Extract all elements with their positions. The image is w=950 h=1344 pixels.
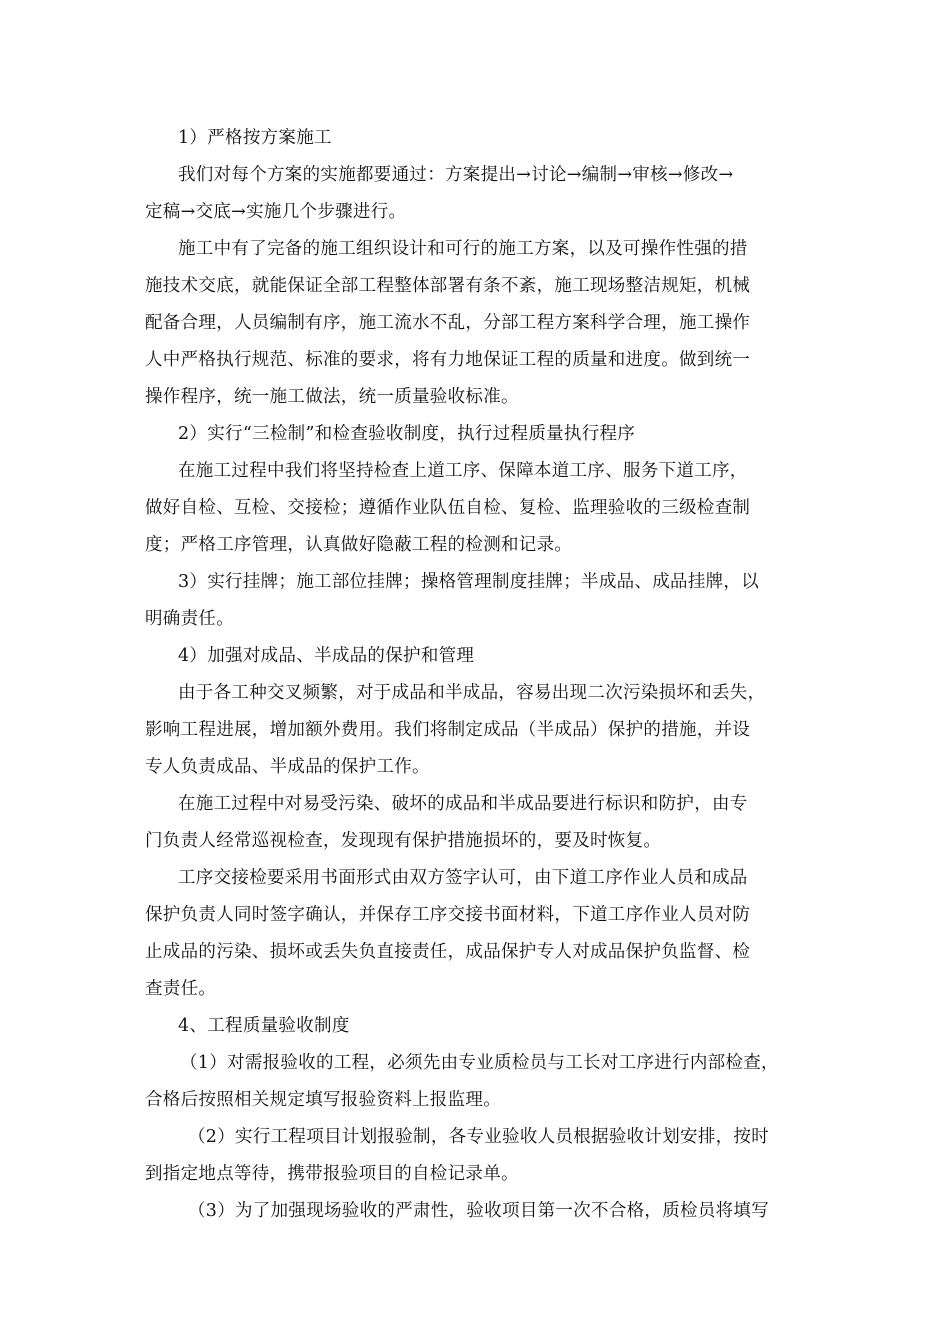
paragraph-line: 在施工过程中对易受污染、破坏的成品和半成品要进行标识和防护，由专	[178, 794, 748, 814]
list-item-3: （3）为了加强现场验收的严肃性，验收项目第一次不合格，质检员将填写	[188, 1201, 770, 1221]
paragraph-line: 做好自检、互检、交接检；遵循作业队伍自检、复检、监理验收的三级检查制	[145, 498, 751, 518]
paragraph-line: 操作程序，统一施工做法，统一质量验收标准。	[145, 387, 519, 407]
list-item-2: （2）实行工程项目计划报验制，各专业验收人员根据验收计划安排，按时	[188, 1127, 770, 1147]
paragraph-line: 查责任。	[145, 979, 217, 999]
paragraph-line: 止成品的污染、损坏或丢失负直接责任，成品保护专人对成品保护负监督、检	[145, 942, 751, 962]
paragraph-line: 由于各工种交叉频繁，对于成品和半成品，容易出现二次污染损坏和丢失，	[178, 683, 766, 703]
heading-strict-plan: 1）严格按方案施工	[178, 128, 332, 148]
heading-three-checks: 2）实行“三检制”和检查验收制度，执行过程质量执行程序	[178, 424, 636, 444]
paragraph-line: 明确责任。	[145, 609, 234, 629]
heading-quality-acceptance: 4、工程质量验收制度	[178, 1016, 350, 1036]
list-item-1: （1）对需报验收的工程，必须先由专业质检员与工长对工序进行内部检查，	[180, 1053, 779, 1073]
paragraph-line: 施工中有了完备的施工组织设计和可行的施工方案，以及可操作性强的措	[178, 239, 748, 259]
paragraph-line: 定稿→交底→实施几个步骤进行。	[145, 202, 407, 222]
paragraph-line: 度；严格工序管理，认真做好隐蔽工程的检测和记录。	[145, 535, 573, 555]
paragraph-line: 工序交接检要采用书面形式由双方签字认可，由下道工序作业人员和成品	[178, 868, 748, 888]
paragraph-line: 在施工过程中我们将坚持检查上道工序、保障本道工序、服务下道工序，	[178, 461, 748, 481]
paragraph-line: 专人负责成品、半成品的保护工作。	[145, 757, 430, 777]
paragraph-line: 我们对每个方案的实施都要通过：方案提出→讨论→编制→审核→修改→	[178, 165, 734, 185]
paragraph-line: 保护负责人同时签字确认，并保存工序交接书面材料，下道工序作业人员对防	[145, 905, 751, 925]
paragraph-line: 配备合理，人员编制有序，施工流水不乱，分部工程方案科学合理，施工操作	[145, 313, 751, 333]
paragraph-line: 门负责人经常巡视检查，发现现有保护措施损坏的，要及时恢复。	[145, 831, 662, 851]
heading-product-protection: 4）加强对成品、半成品的保护和管理	[178, 646, 475, 666]
paragraph-line: 施技术交底，就能保证全部工程整体部署有条不紊，施工现场整洁规矩，机械	[145, 276, 751, 296]
paragraph-line: 合格后按照相关规定填写报验资料上报监理。	[145, 1090, 501, 1110]
paragraph-line: 人中严格执行规范、标准的要求，将有力地保证工程的质量和进度。做到统一	[145, 350, 751, 370]
paragraph-line: 影响工程进展，增加额外费用。我们将制定成品（半成品）保护的措施，并设	[145, 720, 751, 740]
heading-signage: 3）实行挂牌；施工部位挂牌；操格管理制度挂牌；半成品、成品挂牌，以	[178, 572, 760, 592]
paragraph-line: 到指定地点等待，携带报验项目的自检记录单。	[145, 1164, 519, 1184]
